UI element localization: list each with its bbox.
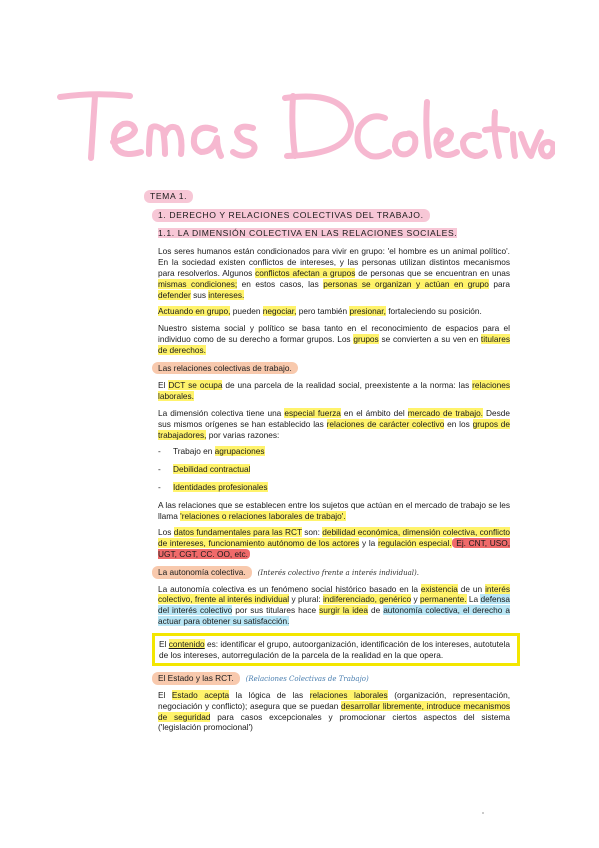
- paragraph-actuando: Actuando en grupo, pueden negociar, pero también presionar, fortaleciendo su posición.: [158, 306, 482, 317]
- paragraph-relaciones-laborales: A las relaciones que se establecen entre los sujetos que actúan en el mercado de trabajo se les llama 'relaciones o relaciones laborales de trabajo'.: [158, 499, 510, 521]
- tema-heading: TEMA 1.: [144, 190, 193, 203]
- handwritten-title: [55, 72, 555, 172]
- notes-content: [150, 190, 511, 739]
- list-item: - Trabajo en agrupaciones: [158, 446, 265, 457]
- heading-autonomia: La autonomía colectiva.: [152, 566, 252, 579]
- paragraph-datos: Los datos fundamentales para las RCT son: debilidad económica, dimensión colectiva, conflicto de intereses, funcionamiento autónomo de los actores y la regulación especial. Ej. CNT, USO, UGT, CGT, CC. OO, etc.: [158, 527, 511, 559]
- paragraph-estado: El Estado acepta la lógica de las relaciones laborales (organización, representación, negociación y conflicto); asegura que se puedan desarrollar libremente, introduce mecanismos de seguridad para casos excepcionales y promocionar ciertos aspectos del sistema ('legislación promocional'): [158, 690, 511, 733]
- section-heading: 1. DERECHO Y RELACIONES COLECTIVAS DEL TRABAJO.: [152, 209, 430, 222]
- contenido-box: El contenido es: identificar el grupo, autoorganización, identificación de los intereses, autotutela de los intereses, autorregulación de la parcela de la realidad en la que opera.: [152, 633, 520, 667]
- list-item: - Identidades profesionales: [158, 481, 268, 492]
- paragraph-dct: El DCT se ocupa de una parcela de la realidad social, preexistente a la norma: las relaciones laborales.: [158, 380, 510, 402]
- paragraph-sistema: Nuestro sistema social y político se basa tanto en el reconocimiento de espacios para el individuo como de su derecho a formar grupos. Los grupos se convierten a su ven en titulares de derechos.: [158, 323, 510, 355]
- paragraph-autonomia: La autonomía colectiva es un fenómeno social histórico basado en la existencia de un interés colectivo, frente al interés individual y plural: indiferenciado, genérico y permanente. La defensa del interés colectivo por sus titulares hace surgir la idea de autonomía colectiva, el derecho a actuar para obtener su satisfacción.: [158, 583, 510, 626]
- handwritten-note-estado: (Relaciones Colectivas de Trabajo): [245, 675, 369, 684]
- subsection-heading: 1.1. LA DIMENSIÓN COLECTIVA EN LAS RELACIONES SOCIALES.: [158, 227, 458, 238]
- razones-list: [158, 446, 510, 492]
- heading-estado: El Estado y las RCT.: [152, 672, 240, 685]
- list-item: - Debilidad contractual: [158, 464, 251, 475]
- page-speck: [482, 812, 484, 814]
- paragraph-grupos: Los seres humanos están condicionados para vivir en grupo: 'el hombre es un animal político'. En la sociedad existen conflictos de intereses, y las personas utilizan distintos mecanismos para resolverlos. Algunos conflictos afectan a grupos de personas que se encuentran en unas mismas condiciones; en estos casos, las personas se organizan y actúan en grupo para defender sus intereses.: [158, 246, 511, 300]
- paragraph-dimension: La dimensión colectiva tiene una especial fuerza en el ámbito del mercado de trabajo. Desde sus mismos orígenes se han establecido las relaciones de carácter colectivo en los grupos de trabajadores, por varias razones:: [158, 407, 511, 440]
- handwritten-note-autonomia: (Interés colectivo frente a interés individual).: [257, 568, 419, 577]
- heading-relaciones-colectivas: Las relaciones colectivas de trabajo.: [152, 362, 298, 375]
